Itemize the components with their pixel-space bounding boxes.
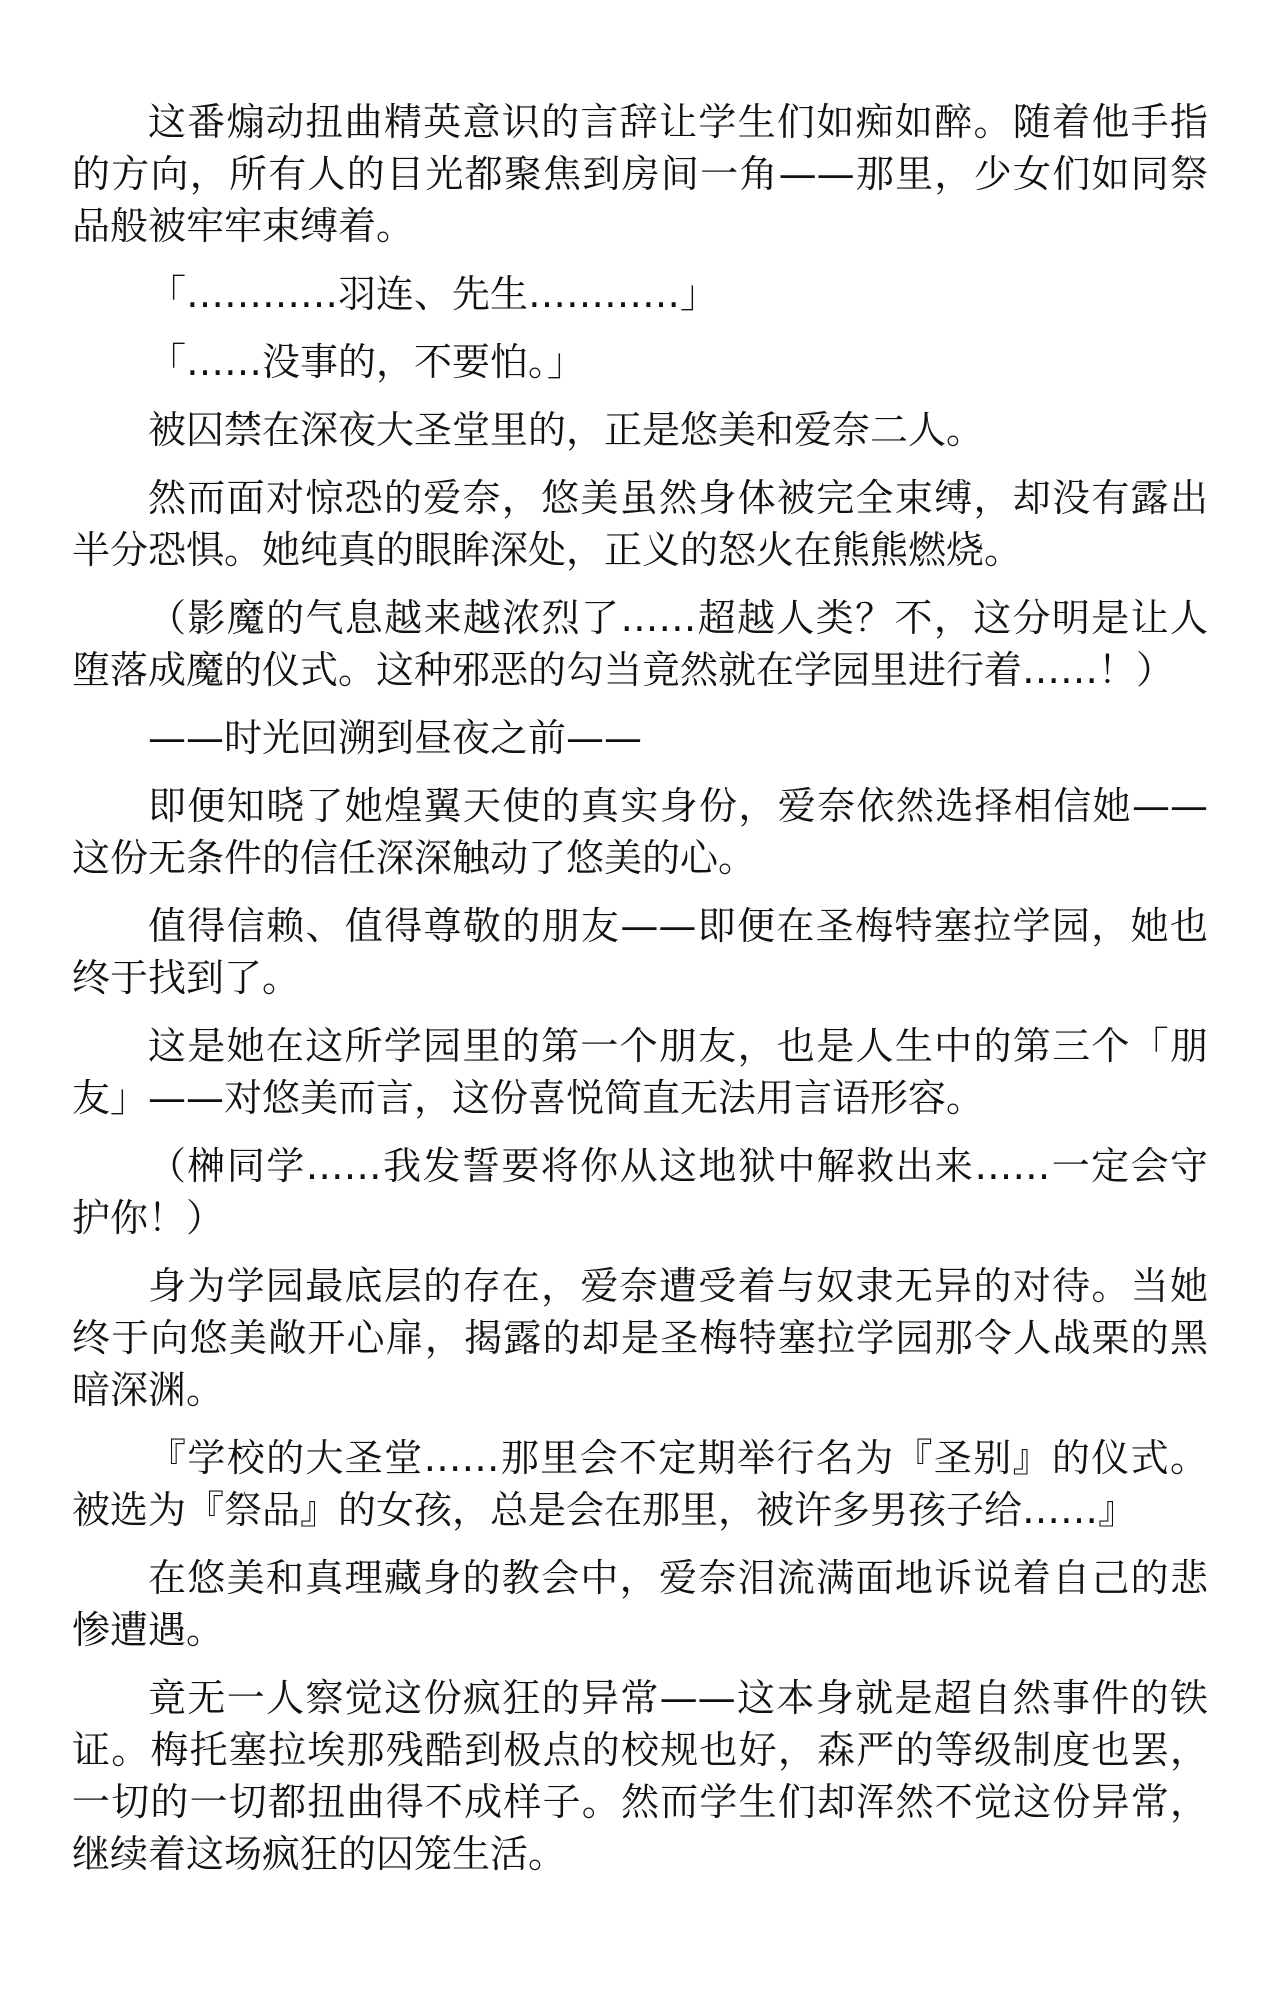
paragraph: 身为学园最底层的存在，爱奈遭受着与奴隶无异的对待。当她终于向悠美敞开心扉，揭露的却是圣梅特塞拉学园那令人战栗的黑暗深渊。 xyxy=(72,1264,1208,1412)
dialogue-line: 『学校的大圣堂……那里会不定期举行名为『圣别』的仪式。被选为『祭品』的女孩，总是会在那里，被许多男孩子给……』 xyxy=(72,1436,1208,1532)
document-page xyxy=(72,96,1208,1896)
paragraph: 这番煽动扭曲精英意识的言辞让学生们如痴如醉。随着他手指的方向，所有人的目光都聚焦到房间一角——那里，少女们如同祭品般被牢牢束缚着。 xyxy=(72,100,1208,248)
inner-thought: （影魔的气息越来越浓烈了……超越人类？不，这分明是让人堕落成魔的仪式。这种邪恶的勾当竟然就在学园里进行着……！） xyxy=(72,596,1208,692)
paragraph: 这是她在这所学园里的第一个朋友，也是人生中的第三个「朋友」——对悠美而言，这份喜悦简直无法用言语形容。 xyxy=(72,1024,1208,1120)
dialogue-line: 「…………羽连、先生…………」 xyxy=(148,272,719,316)
paragraph: 值得信赖、值得尊敬的朋友——即便在圣梅特塞拉学园，她也终于找到了。 xyxy=(72,904,1208,1000)
dialogue-line: 「……没事的，不要怕。」 xyxy=(148,340,586,384)
paragraph: 被囚禁在深夜大圣堂里的，正是悠美和爱奈二人。 xyxy=(148,408,985,452)
paragraph: 在悠美和真理藏身的教会中，爱奈泪流满面地诉说着自己的悲惨遭遇。 xyxy=(72,1556,1208,1652)
scene-break: ——时光回溯到昼夜之前—— xyxy=(148,716,643,760)
paragraph: 然而面对惊恐的爱奈，悠美虽然身体被完全束缚，却没有露出半分恐惧。她纯真的眼眸深处，正义的怒火在熊熊燃烧。 xyxy=(72,476,1208,572)
inner-thought: （榊同学……我发誓要将你从这地狱中解救出来……一定会守护你！） xyxy=(72,1144,1208,1240)
paragraph: 即便知晓了她煌翼天使的真实身份，爱奈依然选择相信她——这份无条件的信任深深触动了悠美的心。 xyxy=(72,784,1208,880)
paragraph: 竟无一人察觉这份疯狂的异常——这本身就是超自然事件的铁证。梅托塞拉埃那残酷到极点的校规也好，森严的等级制度也罢，一切的一切都扭曲得不成样子。然而学生们却浑然不觉这份异常，继续着这场疯狂的囚笼生活。 xyxy=(72,1676,1208,1876)
